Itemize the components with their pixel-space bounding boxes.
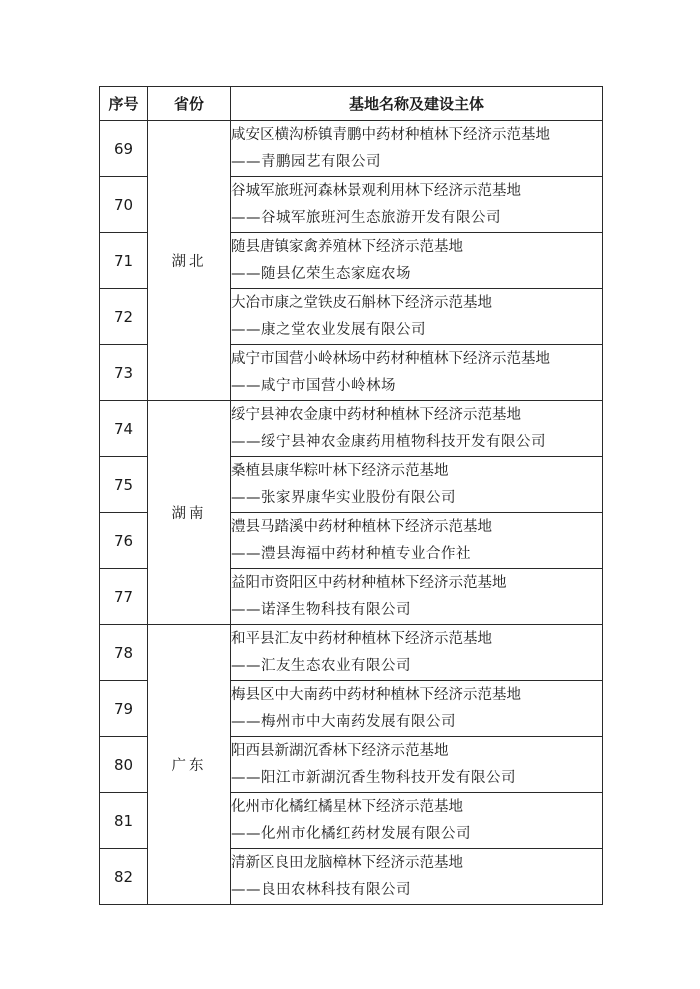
base-name-cell xyxy=(231,849,603,905)
province-cell: 湖南 xyxy=(148,401,231,625)
construction-entity: ——咸宁市国营小岭林场 xyxy=(231,377,396,394)
base-name: 咸安区横沟桥镇青鹏中药材种植林下经济示范基地 xyxy=(231,126,550,143)
base-name: 随县唐镇家禽养殖林下经济示范基地 xyxy=(231,238,463,255)
row-number: 80 xyxy=(100,737,148,793)
base-name: 澧县马踏溪中药材种植林下经济示范基地 xyxy=(231,518,492,535)
base-name-cell xyxy=(231,177,603,233)
row-number: 73 xyxy=(100,345,148,401)
table-row xyxy=(100,401,603,457)
construction-entity: ——良田农林科技有限公司 xyxy=(231,881,411,898)
header-base-name: 基地名称及建设主体 xyxy=(231,87,603,121)
construction-entity: ——梅州市中大南药发展有限公司 xyxy=(231,713,456,730)
construction-entity: ——化州市化橘红药材发展有限公司 xyxy=(231,825,471,842)
construction-entity: ——诺泽生物科技有限公司 xyxy=(231,601,411,618)
base-name: 大冶市康之堂铁皮石斛林下经济示范基地 xyxy=(231,294,492,311)
header-province: 省份 xyxy=(148,87,231,121)
base-name: 益阳市资阳区中药材种植林下经济示范基地 xyxy=(231,574,507,591)
row-number: 78 xyxy=(100,625,148,681)
base-name-cell xyxy=(231,289,603,345)
demonstration-base-table xyxy=(99,86,603,905)
construction-entity: ——绥宁县神农金康药用植物科技开发有限公司 xyxy=(231,433,546,450)
province-cell: 湖北 xyxy=(148,121,231,401)
row-number: 72 xyxy=(100,289,148,345)
row-number: 75 xyxy=(100,457,148,513)
base-name: 和平县汇友中药材种植林下经济示范基地 xyxy=(231,630,492,647)
construction-entity: ——阳江市新湖沉香生物科技开发有限公司 xyxy=(231,769,516,786)
base-name: 谷城军旅班河森林景观利用林下经济示范基地 xyxy=(231,182,521,199)
table-header-row xyxy=(100,87,603,121)
base-name: 绥宁县神农金康中药材种植林下经济示范基地 xyxy=(231,406,521,423)
base-name-cell xyxy=(231,233,603,289)
construction-entity: ——澧县海福中药材种植专业合作社 xyxy=(231,545,471,562)
base-name-cell xyxy=(231,513,603,569)
row-number: 74 xyxy=(100,401,148,457)
base-name-cell xyxy=(231,345,603,401)
construction-entity: ——汇友生态农业有限公司 xyxy=(231,657,411,674)
base-name: 清新区良田龙脑樟林下经济示范基地 xyxy=(231,854,463,871)
row-number: 69 xyxy=(100,121,148,177)
construction-entity: ——青鹏园艺有限公司 xyxy=(231,153,381,170)
base-name: 阳西县新湖沉香林下经济示范基地 xyxy=(231,742,449,759)
row-number: 79 xyxy=(100,681,148,737)
base-name-cell xyxy=(231,793,603,849)
base-name-cell xyxy=(231,625,603,681)
construction-entity: ——谷城军旅班河生态旅游开发有限公司 xyxy=(231,209,501,226)
base-name-cell xyxy=(231,401,603,457)
row-number: 82 xyxy=(100,849,148,905)
base-name: 咸宁市国营小岭林场中药材种植林下经济示范基地 xyxy=(231,350,550,367)
table-body xyxy=(100,121,603,905)
base-name-cell xyxy=(231,681,603,737)
table-row xyxy=(100,121,603,177)
base-name: 梅县区中大南药中药材种植林下经济示范基地 xyxy=(231,686,521,703)
header-number: 序号 xyxy=(100,87,148,121)
row-number: 77 xyxy=(100,569,148,625)
construction-entity: ——张家界康华实业股份有限公司 xyxy=(231,489,456,506)
base-name: 桑植县康华粽叶林下经济示范基地 xyxy=(231,462,449,479)
construction-entity: ——康之堂农业发展有限公司 xyxy=(231,321,426,338)
row-number: 70 xyxy=(100,177,148,233)
row-number: 76 xyxy=(100,513,148,569)
table-row xyxy=(100,625,603,681)
base-name-cell xyxy=(231,121,603,177)
base-name-cell xyxy=(231,737,603,793)
province-cell: 广东 xyxy=(148,625,231,905)
row-number: 71 xyxy=(100,233,148,289)
construction-entity: ——随县亿荣生态家庭农场 xyxy=(231,265,411,282)
base-name: 化州市化橘红橘星林下经济示范基地 xyxy=(231,798,463,815)
row-number: 81 xyxy=(100,793,148,849)
base-name-cell xyxy=(231,569,603,625)
base-name-cell xyxy=(231,457,603,513)
